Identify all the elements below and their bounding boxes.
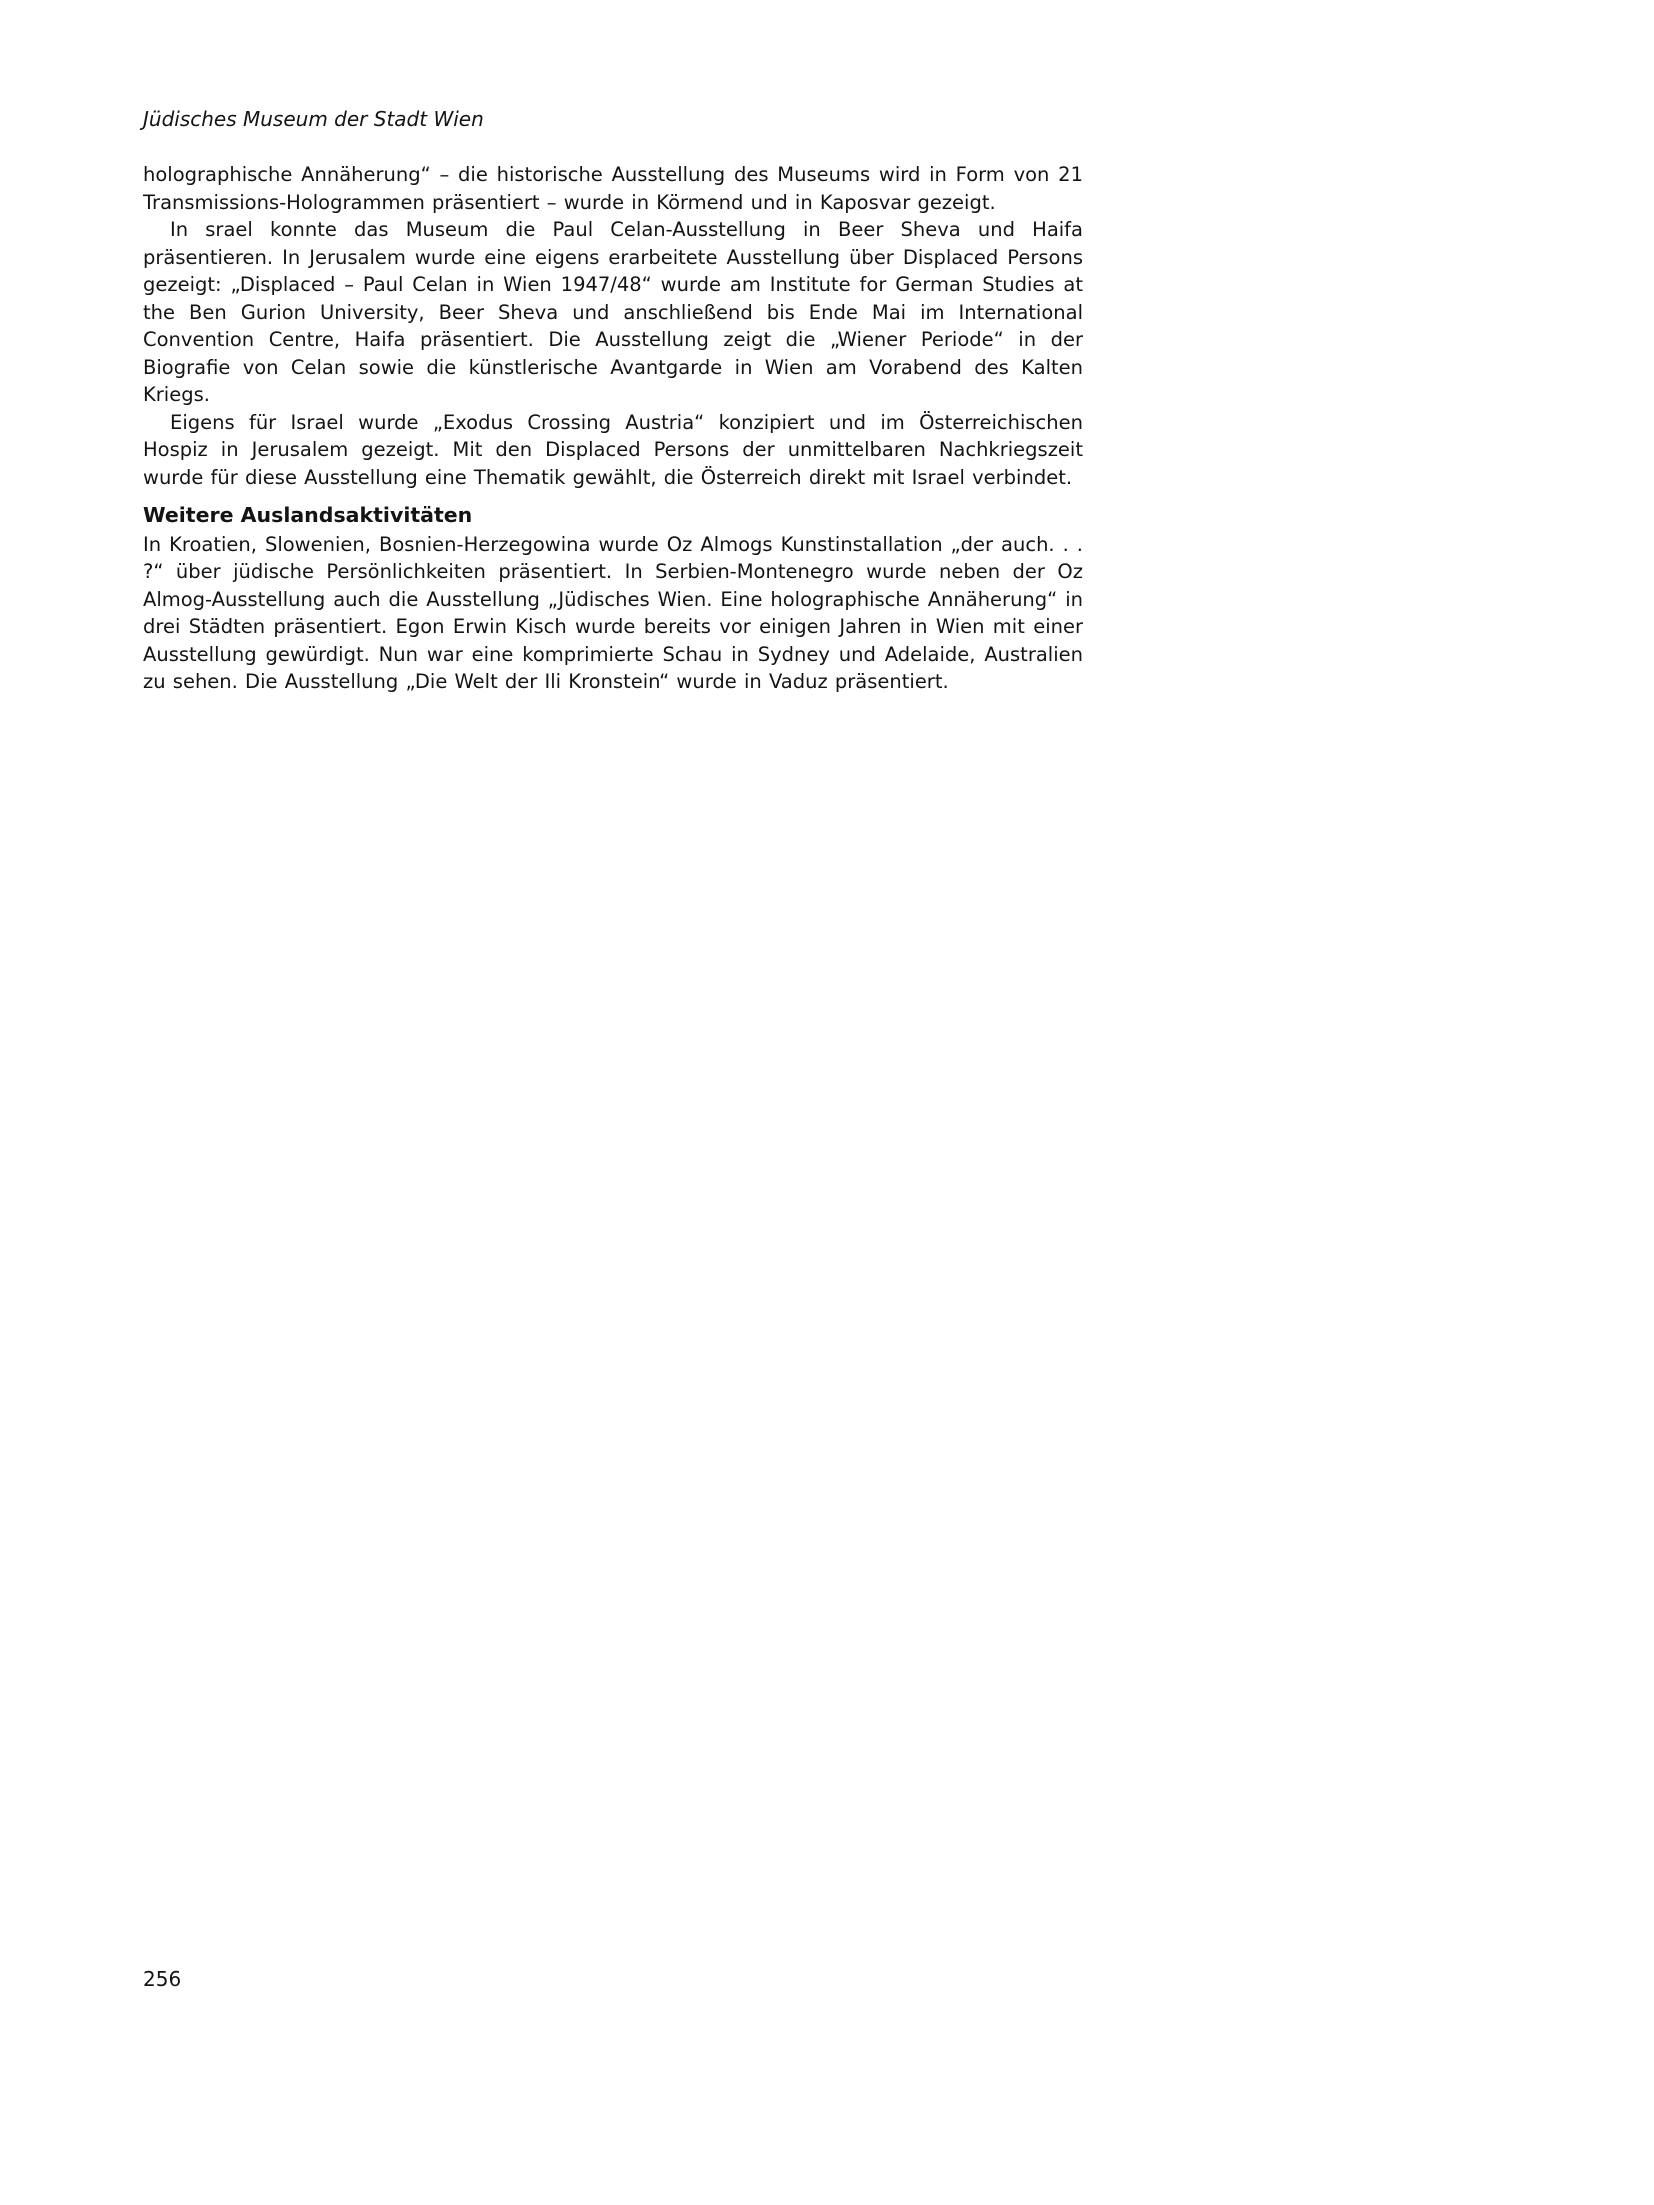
text-column bbox=[143, 106, 1083, 696]
running-header: Jüdisches Museum der Stadt Wien bbox=[143, 107, 484, 131]
paragraph: In Kroatien, Slowenien, Bosnien-Herzegowina wurde Oz Almogs Kunstinstallation „der auch. . . ?“ über jüdische Persönlichkeiten präsentiert. In Serbien-Montenegro wurde neben der Oz Almog-Ausstellung auch die Ausstellung „Jüdisches Wien. Eine holographische Annäherung“ in drei Städten präsentiert. Egon Erwin Kisch wurde bereits vor einigen Jahren in Wien mit einer Ausstellung gewürdigt. Nun war eine komprimierte Schau in Sydney und Adelaide, Australien zu sehen. Die Ausstellung „Die Welt der Ili Kronstein“ wurde in Vaduz präsentiert. bbox=[143, 532, 1083, 693]
paragraph: holographische Annäherung“ – die historische Ausstellung des Museums wird in Form von 21 Transmissions-Hologrammen präsentiert – wurde in Körmend und in Kaposvar gezeigt. bbox=[143, 163, 1083, 214]
paragraph: Eigens für Israel wurde „Exodus Crossing Austria“ konzipiert und im Österreichischen Hospiz in Jerusalem gezeigt. Mit den Displaced Persons der unmittelbaren Nachkriegszeit wurde für diese Ausstellung eine Thematik gewählt, die Österreich direkt mit Israel verbindet. bbox=[143, 410, 1083, 489]
paragraph: In srael konnte das Museum die Paul Celan-Ausstellung in Beer Sheva und Haifa präsentieren. In Jerusalem wurde eine eigens erarbeitete Ausstellung über Displaced Persons gezeigt: „Displaced – Paul Celan in Wien 1947/48“ wurde am Institute for German Studies at the Ben Gurion University, Beer Sheva und anschließend bis Ende Mai im International Convention Centre, Haifa präsentiert. Die Ausstellung zeigt die „Wiener Periode“ in der Biografie von Celan sowie die künstlerische Avantgarde in Wien am Vorabend des Kalten Kriegs. bbox=[143, 218, 1083, 406]
page-number: 256 bbox=[143, 1967, 182, 1991]
section-heading: Weitere Auslandsaktivitäten bbox=[143, 503, 473, 527]
